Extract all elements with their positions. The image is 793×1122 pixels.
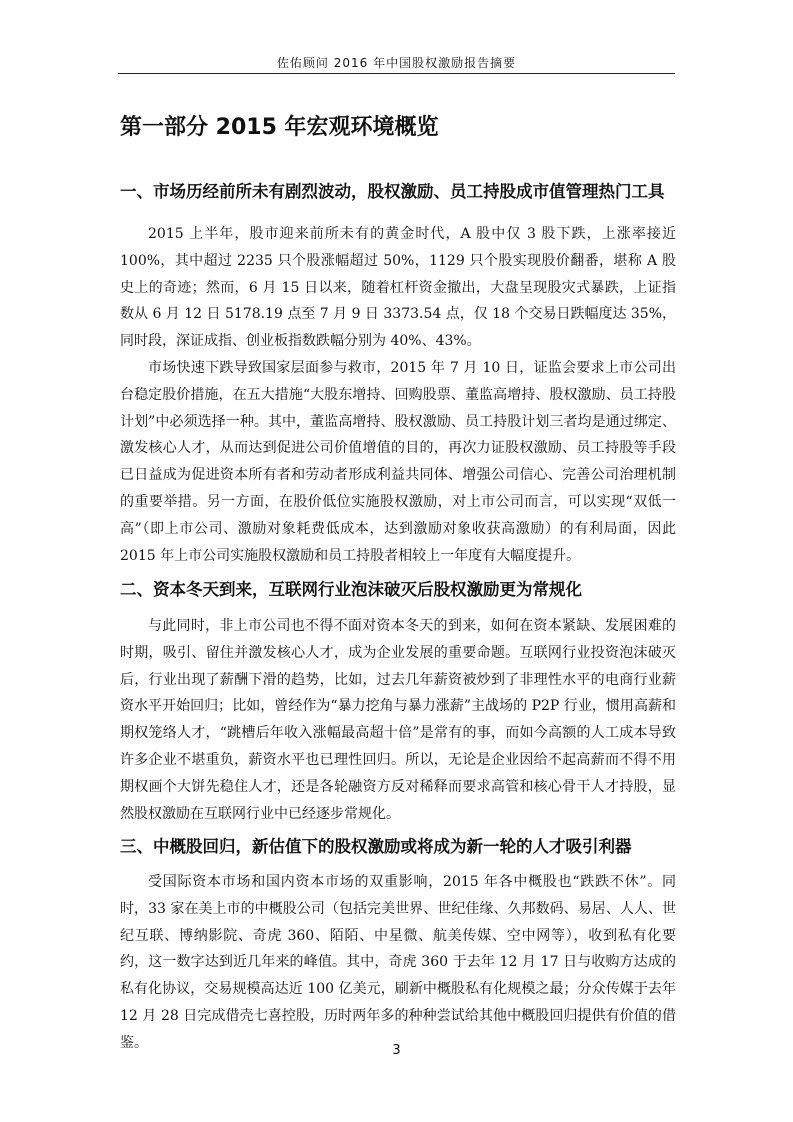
- paragraph: 受国际资本市场和国内资本市场的双重影响，2015 年各中概股也“跌跌不休”。同时，33 家在美上市的中概股公司（包括完美世界、世纪佳缘、久邦数码、易居、人人、世纪互联、博纳影院、奇虎 360、陌陌、中星微、航美传媒、空中网等），收到私有化要约，这一数字达到近几年来的峰值。其中，奇虎 360 于去年 12 月 17 日与收购方达成的私有化协议，交易规模高达近 100 亿美元，刷新中概股私有化规模之最；分众传媒于去年 12 月 28 日完成借壳七喜控股，历时两年多的种种尝试给其他中概股回归提供有价值的借鉴。: [120, 874, 676, 1051]
- section-heading-3: 三、中概股回归，新估值下的股权激励或将成为新一轮的人才吸引利器: [120, 837, 632, 856]
- paragraph: 与此同时，非上市公司也不得不面对资本冬天的到来，如何在资本紧缺、发展困难的时期，吸引、留住并激发核心人才，成为企业发展的重要命题。互联网行业投资泡沫破灭后，行业出现了薪酬下滑的趋势，比如，过去几年薪资被炒到了非理性水平的电商行业薪资水平开始回归；比如，曾经作为“暴力挖角与暴力涨薪”主战场的 P2P 行业，惯用高薪和期权笼络人才，“跳槽后年收入涨幅最高超十倍”是常有的事，而如今高额的人工成本导致许多企业不堪重负，薪资水平也已理性回归。所以，无论是企业因给不起高薪而不得不用期权画个大饼先稳住人才，还是各轮融资方反对稀释而要求高管和核心骨干人才持股，显然股权激励在互联网行业中已经逐步常规化。: [120, 618, 676, 822]
- paragraph: 市场快速下跌导致国家层面参与救市，2015 年 7 月 10 日，证监会要求上市公司出台稳定股价措施，在五大措施“大股东增持、回购股票、董监高增持、股权激励、员工持股计划”中必须选择一种。其中，董监高增持、股权激励、员工持股计划三者均是通过绑定、激发核心人才，从而达到促进公司价值增值的目的，再次力证股权激励、员工持股等手段已日益成为促进资本所有者和劳动者形成利益共同体、增强公司信心、完善公司治理机制的重要举措。另一方面，在股价低位实施股权激励，对上市公司而言，可以实现“双低一高”（即上市公司、激励对象耗费低成本，达到激励对象收获高激励）的有利局面，因此 2015 年上市公司实施股权激励和员工持股者相较上一年度有大幅度提升。: [120, 360, 676, 564]
- paragraph: 2015 上半年，股市迎来前所未有的黄金时代，A 股中仅 3 股下跌，上涨率接近 100%，其中超过 2235 只个股涨幅超过 50%，1129 只个股实现股价翻番，堪称 A 股史上的奇迹；然而，6 月 15 日以来，随着杠杆资金撤出，大盘呈现股灾式暴跌，上证指数从 6 月 12 日 5178.19 点至 7 月 9 日 3373.54 点，仅 18 个交易日跌幅度达 35%，同时段，深证成指、创业板指数跌幅分别为 40%、43%。: [120, 226, 677, 350]
- header-rule: [118, 73, 675, 74]
- running-header: 佐佑顾问 2016 年中国股权激励报告摘要: [276, 56, 517, 70]
- part-title: 第一部分 2015 年宏观环境概览: [120, 115, 439, 140]
- page-number: 3: [392, 1043, 401, 1058]
- section-heading-1: 一、市场历经前所未有剧烈波动，股权激励、员工持股成市值管理热门工具: [120, 182, 665, 201]
- section-heading-2: 二、资本冬天到来，互联网行业泡沫破灭后股权激励更为常规化: [120, 580, 582, 599]
